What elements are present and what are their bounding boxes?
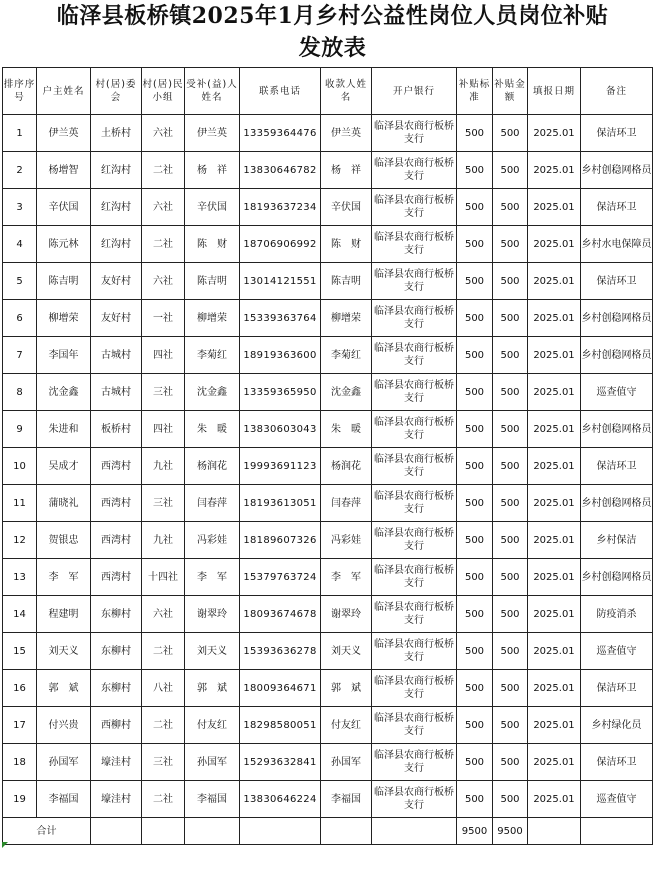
cell-payee[interactable]: 沈金鑫 (321, 374, 372, 411)
cell-household-head[interactable]: 杨增智 (37, 152, 91, 189)
table-row (3, 744, 653, 781)
cell-standard[interactable]: 500 (457, 300, 493, 337)
cell-village[interactable]: 西湾村 (91, 485, 142, 522)
cell-village[interactable]: 红沟村 (91, 152, 142, 189)
cell-group[interactable]: 六社 (142, 115, 185, 152)
cell-amount[interactable]: 500 (493, 670, 528, 707)
cell-date[interactable]: 2025.01 (528, 411, 581, 448)
cell-seq[interactable]: 2 (3, 152, 37, 189)
cell-note[interactable]: 巡查值守 (581, 374, 653, 411)
header-household-head[interactable]: 户主姓名 (37, 68, 91, 115)
cell-date[interactable]: 2025.01 (528, 596, 581, 633)
header-recipient[interactable]: 受补(益)人姓名 (185, 68, 240, 115)
total-empty-cell[interactable] (321, 818, 372, 845)
cell-date[interactable]: 2025.01 (528, 559, 581, 596)
cell-group[interactable]: 三社 (142, 374, 185, 411)
cell-village[interactable]: 西湾村 (91, 522, 142, 559)
cell-bank[interactable]: 临泽县农商行板桥支行 (372, 115, 457, 152)
cell-village[interactable]: 东柳村 (91, 633, 142, 670)
subsidy-table (2, 67, 653, 845)
cell-village[interactable]: 东柳村 (91, 670, 142, 707)
cell-household-head[interactable]: 陈吉明 (37, 263, 91, 300)
cell-phone[interactable]: 18706906992 (240, 226, 321, 263)
cell-date[interactable]: 2025.01 (528, 115, 581, 152)
total-empty-cell[interactable] (142, 818, 185, 845)
page-title (0, 0, 665, 64)
cell-payee[interactable]: 杨润花 (321, 448, 372, 485)
cell-household-head[interactable]: 孙国军 (37, 744, 91, 781)
cell-recipient[interactable]: 李菊红 (185, 337, 240, 374)
cell-group[interactable]: 八社 (142, 670, 185, 707)
cell-group[interactable]: 二社 (142, 226, 185, 263)
cell-payee[interactable]: 辛伏国 (321, 189, 372, 226)
cell-phone[interactable]: 18193613051 (240, 485, 321, 522)
cell-group[interactable]: 六社 (142, 596, 185, 633)
cell-note[interactable]: 保洁环卫 (581, 448, 653, 485)
cell-village[interactable]: 东柳村 (91, 596, 142, 633)
cell-amount[interactable]: 500 (493, 744, 528, 781)
page-title-line2: 发放表 (298, 35, 367, 61)
cell-recipient[interactable]: 刘天义 (185, 633, 240, 670)
header-payee[interactable]: 收款人姓名 (321, 68, 372, 115)
table-row (3, 337, 653, 374)
cell-amount[interactable]: 500 (493, 189, 528, 226)
cell-bank[interactable]: 临泽县农商行板桥支行 (372, 263, 457, 300)
cell-recipient[interactable]: 辛伏国 (185, 189, 240, 226)
total-empty-cell[interactable] (185, 818, 240, 845)
total-empty-cell[interactable] (528, 818, 581, 845)
cell-recipient[interactable]: 杨 祥 (185, 152, 240, 189)
cell-bank[interactable]: 临泽县农商行板桥支行 (372, 744, 457, 781)
table-body (3, 115, 653, 818)
cell-recipient[interactable]: 李福国 (185, 781, 240, 818)
cell-household-head[interactable]: 吴成才 (37, 448, 91, 485)
cell-date[interactable]: 2025.01 (528, 448, 581, 485)
cell-recipient[interactable]: 陈 财 (185, 226, 240, 263)
cell-date[interactable]: 2025.01 (528, 263, 581, 300)
cell-group[interactable]: 九社 (142, 448, 185, 485)
cell-amount[interactable]: 500 (493, 226, 528, 263)
cell-seq[interactable]: 10 (3, 448, 37, 485)
cell-household-head[interactable]: 陈元林 (37, 226, 91, 263)
cell-standard[interactable]: 500 (457, 152, 493, 189)
cell-bank[interactable]: 临泽县农商行板桥支行 (372, 189, 457, 226)
cell-standard[interactable]: 500 (457, 633, 493, 670)
cell-date[interactable]: 2025.01 (528, 226, 581, 263)
cell-bank[interactable]: 临泽县农商行板桥支行 (372, 374, 457, 411)
cell-amount[interactable]: 500 (493, 707, 528, 744)
cell-recipient[interactable]: 沈金鑫 (185, 374, 240, 411)
cell-date[interactable]: 2025.01 (528, 744, 581, 781)
cell-phone[interactable]: 13359364476 (240, 115, 321, 152)
cell-seq[interactable]: 7 (3, 337, 37, 374)
cell-bank[interactable]: 临泽县农商行板桥支行 (372, 596, 457, 633)
cell-note[interactable]: 乡村绿化员 (581, 707, 653, 744)
cell-household-head[interactable]: 贺银忠 (37, 522, 91, 559)
cell-village[interactable]: 西柳村 (91, 707, 142, 744)
cell-household-head[interactable]: 伊兰英 (37, 115, 91, 152)
table-row (3, 596, 653, 633)
cell-group[interactable]: 九社 (142, 522, 185, 559)
cell-recipient[interactable]: 李 军 (185, 559, 240, 596)
cell-standard[interactable]: 500 (457, 189, 493, 226)
cell-seq[interactable]: 13 (3, 559, 37, 596)
cell-payee[interactable]: 刘天义 (321, 633, 372, 670)
cell-amount[interactable]: 500 (493, 152, 528, 189)
cell-seq[interactable]: 3 (3, 189, 37, 226)
cell-group[interactable]: 四社 (142, 411, 185, 448)
cell-phone[interactable]: 18298580051 (240, 707, 321, 744)
cell-standard[interactable]: 500 (457, 263, 493, 300)
cell-payee[interactable]: 伊兰英 (321, 115, 372, 152)
cell-seq[interactable]: 5 (3, 263, 37, 300)
cell-note[interactable]: 乡村创稳网格员 (581, 300, 653, 337)
cell-payee[interactable]: 杨 祥 (321, 152, 372, 189)
cell-recipient[interactable]: 孙国军 (185, 744, 240, 781)
cell-note[interactable]: 保洁环卫 (581, 744, 653, 781)
header-standard[interactable]: 补贴标准 (457, 68, 493, 115)
cell-seq[interactable]: 17 (3, 707, 37, 744)
cell-recipient[interactable]: 柳增荣 (185, 300, 240, 337)
cell-group[interactable]: 三社 (142, 744, 185, 781)
cell-phone[interactable]: 18009364671 (240, 670, 321, 707)
table-row (3, 781, 653, 818)
header-bank[interactable]: 开户银行 (372, 68, 457, 115)
cell-payee[interactable]: 郭 斌 (321, 670, 372, 707)
table-row (3, 226, 653, 263)
cell-amount[interactable]: 500 (493, 485, 528, 522)
cell-household-head[interactable]: 程建明 (37, 596, 91, 633)
cell-amount[interactable]: 500 (493, 633, 528, 670)
cell-village[interactable]: 土桥村 (91, 115, 142, 152)
cell-phone[interactable]: 15379763724 (240, 559, 321, 596)
cell-payee[interactable]: 朱 暖 (321, 411, 372, 448)
table-row (3, 411, 653, 448)
cell-standard[interactable]: 500 (457, 448, 493, 485)
cell-village[interactable]: 西湾村 (91, 448, 142, 485)
cell-date[interactable]: 2025.01 (528, 300, 581, 337)
cell-bank[interactable]: 临泽县农商行板桥支行 (372, 337, 457, 374)
cell-group[interactable]: 一社 (142, 300, 185, 337)
cell-bank[interactable]: 临泽县农商行板桥支行 (372, 781, 457, 818)
cell-seq[interactable]: 4 (3, 226, 37, 263)
cell-payee[interactable]: 李福国 (321, 781, 372, 818)
cell-household-head[interactable]: 李 军 (37, 559, 91, 596)
table-row (3, 300, 653, 337)
page-title-line1: 临泽县板桥镇2025年1月乡村公益性岗位人员岗位补贴 (56, 3, 609, 29)
cell-seq[interactable]: 1 (3, 115, 37, 152)
cell-phone[interactable]: 13359365950 (240, 374, 321, 411)
cell-seq[interactable]: 14 (3, 596, 37, 633)
cell-group[interactable]: 二社 (142, 707, 185, 744)
cell-recipient[interactable]: 陈吉明 (185, 263, 240, 300)
cell-date[interactable]: 2025.01 (528, 707, 581, 744)
cell-standard[interactable]: 500 (457, 374, 493, 411)
cell-note[interactable]: 乡村创稳网格员 (581, 559, 653, 596)
cell-household-head[interactable]: 李福国 (37, 781, 91, 818)
cell-bank[interactable]: 临泽县农商行板桥支行 (372, 559, 457, 596)
cell-bank[interactable]: 临泽县农商行板桥支行 (372, 670, 457, 707)
cell-note[interactable]: 乡村创稳网格员 (581, 411, 653, 448)
cell-group[interactable]: 六社 (142, 189, 185, 226)
cell-recipient[interactable]: 付友红 (185, 707, 240, 744)
cell-amount[interactable]: 500 (493, 448, 528, 485)
cell-group[interactable]: 二社 (142, 152, 185, 189)
cell-bank[interactable]: 临泽县农商行板桥支行 (372, 152, 457, 189)
table-row (3, 189, 653, 226)
cell-amount[interactable]: 500 (493, 263, 528, 300)
cell-standard[interactable]: 500 (457, 559, 493, 596)
cell-seq[interactable]: 18 (3, 744, 37, 781)
table-row (3, 559, 653, 596)
cell-phone[interactable]: 13830646224 (240, 781, 321, 818)
cell-bank[interactable]: 临泽县农商行板桥支行 (372, 485, 457, 522)
cell-note[interactable]: 巡查值守 (581, 781, 653, 818)
cell-payee[interactable]: 陈 财 (321, 226, 372, 263)
cell-household-head[interactable]: 朱进和 (37, 411, 91, 448)
cell-phone[interactable]: 18189607326 (240, 522, 321, 559)
cell-date[interactable]: 2025.01 (528, 485, 581, 522)
cell-note[interactable]: 保洁环卫 (581, 263, 653, 300)
cell-recipient[interactable]: 伊兰英 (185, 115, 240, 152)
cell-household-head[interactable]: 蒲晓礼 (37, 485, 91, 522)
cell-recipient[interactable]: 杨润花 (185, 448, 240, 485)
cell-phone[interactable]: 18919363600 (240, 337, 321, 374)
cell-phone[interactable]: 15393636278 (240, 633, 321, 670)
cell-standard[interactable]: 500 (457, 115, 493, 152)
cell-phone[interactable]: 15339363764 (240, 300, 321, 337)
cell-group[interactable]: 二社 (142, 633, 185, 670)
cell-phone[interactable]: 18093674678 (240, 596, 321, 633)
cell-household-head[interactable]: 沈金鑫 (37, 374, 91, 411)
cell-village[interactable]: 壕洼村 (91, 781, 142, 818)
cell-household-head[interactable]: 刘天义 (37, 633, 91, 670)
cell-standard[interactable]: 500 (457, 670, 493, 707)
cell-note[interactable]: 乡村保洁 (581, 522, 653, 559)
table-row (3, 115, 653, 152)
cell-phone[interactable]: 19993691123 (240, 448, 321, 485)
header-date[interactable]: 填报日期 (528, 68, 581, 115)
total-row (3, 818, 653, 845)
cell-note[interactable]: 乡村水电保障员 (581, 226, 653, 263)
cell-bank[interactable]: 临泽县农商行板桥支行 (372, 226, 457, 263)
cell-standard[interactable]: 500 (457, 596, 493, 633)
cell-bank[interactable]: 临泽县农商行板桥支行 (372, 522, 457, 559)
table-row (3, 448, 653, 485)
cell-village[interactable]: 古城村 (91, 337, 142, 374)
cell-bank[interactable]: 临泽县农商行板桥支行 (372, 633, 457, 670)
cell-amount[interactable]: 500 (493, 337, 528, 374)
cell-date[interactable]: 2025.01 (528, 633, 581, 670)
cell-standard[interactable]: 500 (457, 522, 493, 559)
table-row (3, 633, 653, 670)
cell-payee[interactable]: 陈吉明 (321, 263, 372, 300)
cell-bank[interactable]: 临泽县农商行板桥支行 (372, 707, 457, 744)
total-label[interactable]: 合计 (3, 818, 91, 845)
cell-village[interactable]: 红沟村 (91, 189, 142, 226)
table-row (3, 485, 653, 522)
cell-village[interactable]: 西湾村 (91, 559, 142, 596)
total-empty-cell[interactable] (581, 818, 653, 845)
header-amount[interactable]: 补贴金额 (493, 68, 528, 115)
header-phone[interactable]: 联系电话 (240, 68, 321, 115)
cell-note[interactable]: 乡村创稳网格员 (581, 152, 653, 189)
total-empty-cell[interactable] (240, 818, 321, 845)
cell-note[interactable]: 保洁环卫 (581, 670, 653, 707)
total-empty-cell[interactable] (372, 818, 457, 845)
header-village[interactable]: 村(居)委会 (91, 68, 142, 115)
cell-group[interactable]: 六社 (142, 263, 185, 300)
cell-seq[interactable]: 19 (3, 781, 37, 818)
cell-household-head[interactable]: 柳增荣 (37, 300, 91, 337)
cell-seq[interactable]: 16 (3, 670, 37, 707)
cell-amount[interactable]: 500 (493, 596, 528, 633)
cell-standard[interactable]: 500 (457, 226, 493, 263)
total-empty-cell[interactable] (91, 818, 142, 845)
cell-phone[interactable]: 18193637234 (240, 189, 321, 226)
cell-bank[interactable]: 临泽县农商行板桥支行 (372, 411, 457, 448)
cell-village[interactable]: 友好村 (91, 300, 142, 337)
cell-phone[interactable]: 13830603043 (240, 411, 321, 448)
cell-date[interactable]: 2025.01 (528, 374, 581, 411)
cell-village[interactable]: 友好村 (91, 263, 142, 300)
cell-phone[interactable]: 15293632841 (240, 744, 321, 781)
cell-household-head[interactable]: 郭 斌 (37, 670, 91, 707)
cell-seq[interactable]: 8 (3, 374, 37, 411)
cell-village[interactable]: 壕洼村 (91, 744, 142, 781)
cell-recipient[interactable]: 冯彩娃 (185, 522, 240, 559)
cell-household-head[interactable]: 辛伏国 (37, 189, 91, 226)
cell-household-head[interactable]: 付兴贵 (37, 707, 91, 744)
cell-group[interactable]: 四社 (142, 337, 185, 374)
total-amount[interactable]: 9500 (493, 818, 528, 845)
cell-payee[interactable]: 柳增荣 (321, 300, 372, 337)
cell-seq[interactable]: 15 (3, 633, 37, 670)
cell-recipient[interactable]: 谢翠玲 (185, 596, 240, 633)
header-group[interactable]: 村(居)民小组 (142, 68, 185, 115)
cell-bank[interactable]: 临泽县农商行板桥支行 (372, 300, 457, 337)
cell-date[interactable]: 2025.01 (528, 152, 581, 189)
cell-group[interactable]: 三社 (142, 485, 185, 522)
cell-date[interactable]: 2025.01 (528, 781, 581, 818)
cell-marker-triangle (2, 842, 8, 848)
cell-payee[interactable]: 李菊红 (321, 337, 372, 374)
cell-village[interactable]: 古城村 (91, 374, 142, 411)
cell-note[interactable]: 防疫消杀 (581, 596, 653, 633)
cell-note[interactable]: 保洁环卫 (581, 189, 653, 226)
cell-village[interactable]: 板桥村 (91, 411, 142, 448)
cell-amount[interactable]: 500 (493, 559, 528, 596)
cell-amount[interactable]: 500 (493, 781, 528, 818)
header-row (3, 68, 653, 115)
header-seq[interactable]: 排序序号 (3, 68, 37, 115)
cell-seq[interactable]: 9 (3, 411, 37, 448)
cell-date[interactable]: 2025.01 (528, 670, 581, 707)
cell-standard[interactable]: 500 (457, 485, 493, 522)
cell-date[interactable]: 2025.01 (528, 522, 581, 559)
cell-amount[interactable]: 500 (493, 522, 528, 559)
cell-seq[interactable]: 12 (3, 522, 37, 559)
cell-payee[interactable]: 闫春萍 (321, 485, 372, 522)
cell-note[interactable]: 保洁环卫 (581, 115, 653, 152)
cell-group[interactable]: 二社 (142, 781, 185, 818)
cell-date[interactable]: 2025.01 (528, 189, 581, 226)
cell-payee[interactable]: 李 军 (321, 559, 372, 596)
cell-standard[interactable]: 500 (457, 744, 493, 781)
cell-amount[interactable]: 500 (493, 300, 528, 337)
cell-payee[interactable]: 冯彩娃 (321, 522, 372, 559)
cell-household-head[interactable]: 李国年 (37, 337, 91, 374)
cell-amount[interactable]: 500 (493, 374, 528, 411)
total-standard[interactable]: 9500 (457, 818, 493, 845)
cell-recipient[interactable]: 朱 暖 (185, 411, 240, 448)
cell-standard[interactable]: 500 (457, 781, 493, 818)
table-row (3, 374, 653, 411)
header-note[interactable]: 备注 (581, 68, 653, 115)
cell-date[interactable]: 2025.01 (528, 337, 581, 374)
cell-group[interactable]: 十四社 (142, 559, 185, 596)
cell-recipient[interactable]: 郭 斌 (185, 670, 240, 707)
cell-payee[interactable]: 付友红 (321, 707, 372, 744)
cell-seq[interactable]: 6 (3, 300, 37, 337)
cell-phone[interactable]: 13014121551 (240, 263, 321, 300)
cell-amount[interactable]: 500 (493, 115, 528, 152)
cell-note[interactable]: 乡村创稳网格员 (581, 485, 653, 522)
cell-seq[interactable]: 11 (3, 485, 37, 522)
cell-village[interactable]: 红沟村 (91, 226, 142, 263)
cell-standard[interactable]: 500 (457, 337, 493, 374)
table-row (3, 263, 653, 300)
cell-standard[interactable]: 500 (457, 707, 493, 744)
table-row (3, 707, 653, 744)
table-row (3, 152, 653, 189)
cell-amount[interactable]: 500 (493, 411, 528, 448)
cell-phone[interactable]: 13830646782 (240, 152, 321, 189)
table-row (3, 522, 653, 559)
cell-payee[interactable]: 孙国军 (321, 744, 372, 781)
cell-payee[interactable]: 谢翠玲 (321, 596, 372, 633)
cell-bank[interactable]: 临泽县农商行板桥支行 (372, 448, 457, 485)
cell-standard[interactable]: 500 (457, 411, 493, 448)
table-row (3, 670, 653, 707)
cell-note[interactable]: 乡村创稳网格员 (581, 337, 653, 374)
cell-recipient[interactable]: 闫春萍 (185, 485, 240, 522)
cell-note[interactable]: 巡查值守 (581, 633, 653, 670)
